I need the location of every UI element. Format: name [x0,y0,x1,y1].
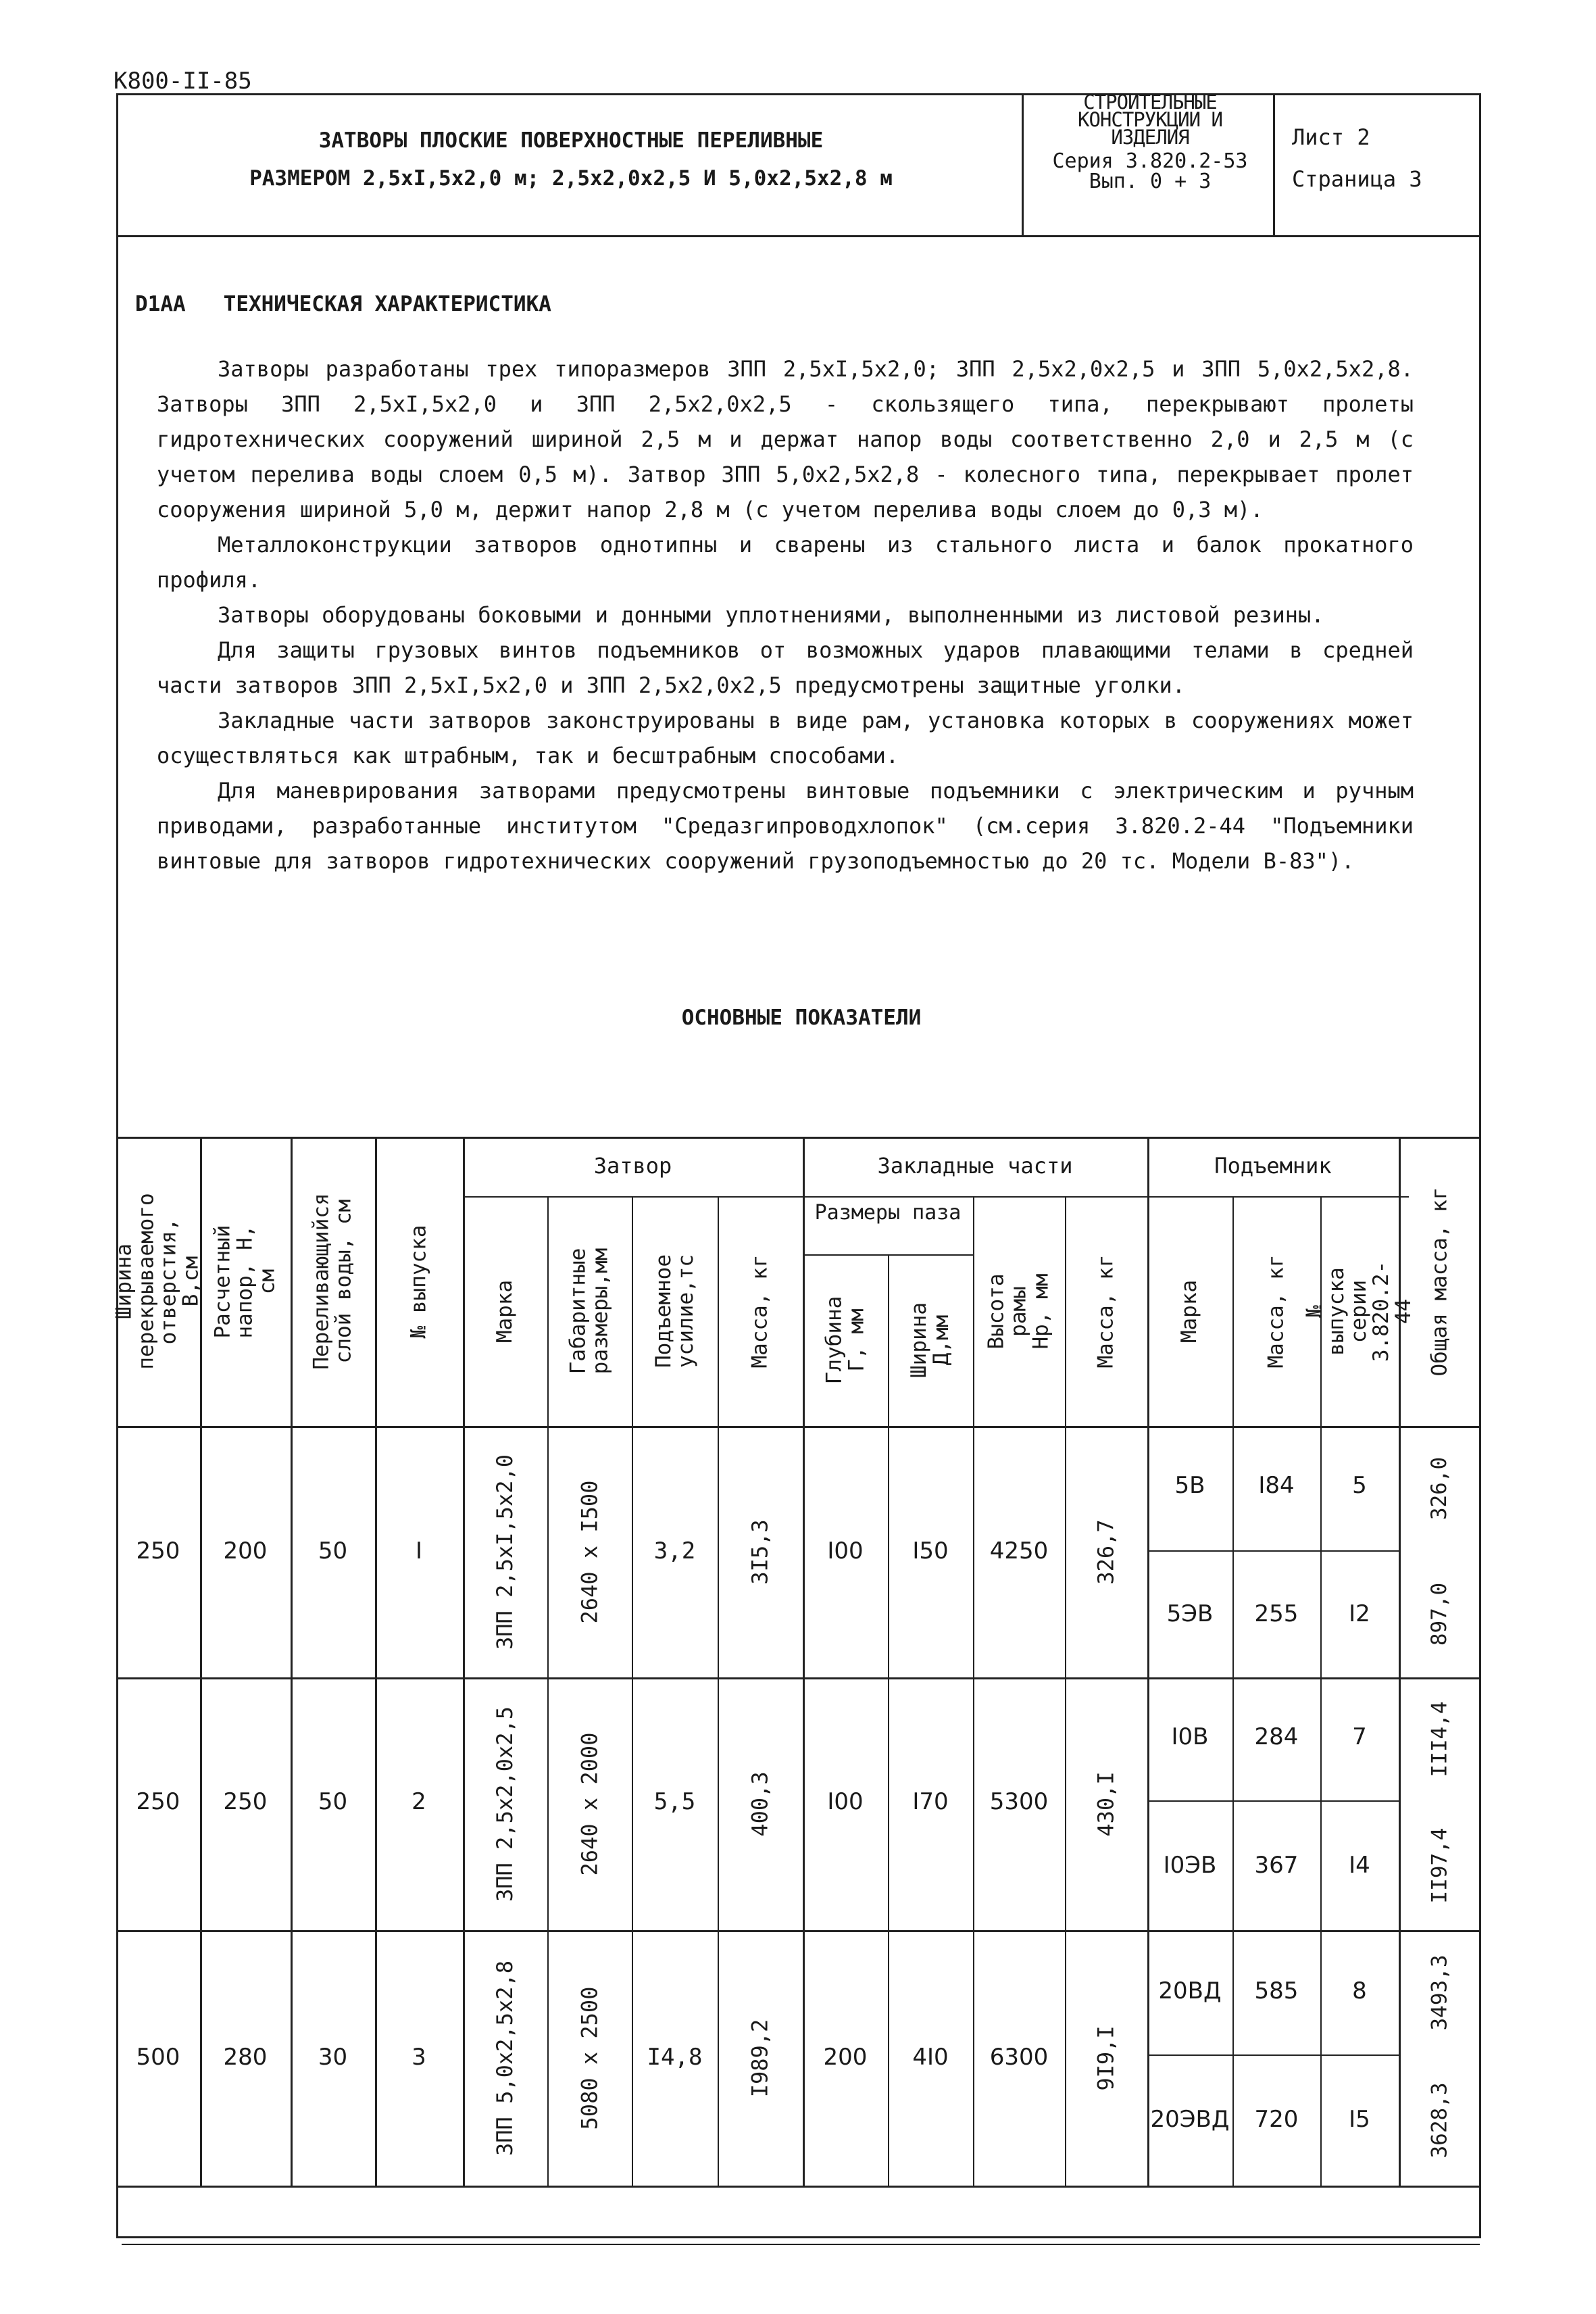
header-gate-group: Затвор [593,1153,672,1179]
row-1-overflow: 50 [318,1537,348,1565]
row-3a-hoist-mass: 585 [1254,1977,1299,2004]
row-1a-hoist-mass: I84 [1258,1472,1295,1499]
row-2-gate-dims: 2640 х 2000 [576,1732,603,1875]
row-2-slot-width: I70 [912,1788,949,1815]
paragraph-5: Закладные части затворов законструированы в виде рам, установка которых в сооружениях может осуществляться как штрабным, так и бесштрабным способами. [157,708,1414,768]
row-3b-hoist-mark: 20ЭВД [1150,2106,1230,2133]
row-2-head: 250 [223,1788,268,1815]
header-gate-mark: Марка [492,1279,517,1343]
row-1a-hoist-mark: 5В [1174,1472,1205,1499]
row-3b-total: 3628,3 [1427,2082,1452,2158]
header-embed-group: Закладные части [877,1153,1073,1179]
page-frame-bottom-line [122,2244,1480,2245]
series-number: Серия 3.820.2-53 [1052,149,1248,173]
header-gate-force: Подъемное усилие,тс [651,1254,698,1368]
sheet-box [1292,116,1422,200]
row-2a-total: III4,4 [1427,1701,1452,1777]
header-width: Ширина перекрываемого отверстия, В,см [112,1193,203,1370]
table-bottom-border [116,2186,1481,2188]
row-2-gate-mark: ЗПП 2,5х2,0х2,5 [492,1706,518,1902]
row-3b-hoist-mass: 720 [1254,2106,1299,2133]
row-3-head: 280 [223,2044,268,2071]
header-slot-depth: Глубина Г, мм [822,1296,868,1385]
document-title-line-1: ЗАТВОРЫ ПЛОСКИЕ ПОВЕРХНОСТНЫЕ ПЕРЕЛИВНЫЕ [318,128,824,153]
header-frame-height: Высота рамы Нр, мм [984,1273,1053,1349]
row-2-frame-height: 5300 [989,1788,1049,1815]
header-embed-mass: Масса, кг [1093,1254,1118,1368]
row-2-width: 250 [136,1788,180,1815]
page-number: Страница 3 [1292,166,1422,192]
series-category-line-2: КОНСТРУКЦИИ И [1078,108,1222,131]
row-1-slot-width: I50 [912,1537,949,1565]
header-hoist-mass: Масса, кг [1264,1254,1289,1368]
paragraph-6: Для маневрирования затворами предусмотрены винтовые подъемники с электрическим и ручным приводами, разработанные институтом "Средазгипроводхлопок" (см.серия 3.820.2-44 "Подъемники винтовые для затворов гидротехнических сооружений грузоподъемностью до 20 тс. Модели В-83"). [157,778,1414,874]
sheet-number: Лист 2 [1292,124,1370,150]
title-block-divider-1 [1022,93,1024,235]
table-row-2-split [1147,1800,1399,1802]
table-row-1-split [1147,1550,1399,1552]
section-title: ТЕХНИЧЕСКАЯ ХАРАКТЕРИСТИКА [223,292,551,316]
row-1-issue: I [415,1537,423,1565]
title-block-bottom-border [116,235,1481,237]
header-gate-dims: Габаритные размеры,мм [566,1248,613,1375]
section-code: D1AA [135,292,186,316]
row-1a-hoist-issue: 5 [1352,1472,1367,1499]
header-overflow: Переливающийся слой воды, см [309,1193,356,1370]
paragraph-3: Затворы оборудованы боковыми и донными уплотнениями, выполненными из листовой резины. [218,602,1324,628]
row-3-depth: 200 [823,2044,868,2071]
row-2b-hoist-issue: I4 [1349,1852,1370,1879]
series-issue: Вып. 0 + 3 [1089,170,1212,193]
row-3a-hoist-issue: 8 [1352,1977,1367,2004]
document-title-line-2: РАЗМЕРОМ 2,5хI,5х2,0 м; 2,5х2,0х2,5 И 5,0х2,5х2,8 м [249,166,893,191]
row-2b-hoist-mark: I0ЭВ [1163,1852,1217,1879]
row-1-frame-height: 4250 [989,1537,1049,1565]
row-1-gate-mark: ЗПП 2,5хI,5х2,0 [492,1454,518,1650]
row-3-embed-mass: 9I9,I [1093,2025,1119,2091]
document-title [122,122,1020,197]
row-1-width: 250 [136,1537,180,1565]
row-3-gate-mark: ЗПП 5,0х2,5х2,8 [492,1960,518,2156]
table-row-3-split [1147,2054,1399,2056]
row-1-gate-dims: 2640 х I500 [576,1480,603,1623]
header-total-mass: Общая масса, кг [1427,1187,1452,1376]
row-3a-total: 3493,3 [1427,1954,1452,2030]
header-slot-width: Ширина Д,мм [907,1302,953,1378]
row-1b-hoist-issue: I2 [1349,1600,1370,1627]
row-3-slot-width: 4I0 [912,2044,949,2071]
row-1-depth: I00 [827,1537,864,1565]
row-2a-hoist-mark: I0В [1171,1723,1209,1750]
row-1-gate-mass: 3I5,3 [747,1519,773,1585]
header-hoist-group: Подъемник [1214,1153,1332,1179]
row-2-gate-mass: 400,3 [747,1771,773,1837]
header-gate-mass: Масса, кг [747,1254,772,1368]
row-1-force: 3,2 [653,1537,696,1565]
row-1b-hoist-mass: 255 [1254,1600,1299,1627]
row-1a-total: 326,0 [1427,1456,1452,1520]
table-title: ОСНОВНЫЕ ПОКАЗАТЕЛИ [681,1006,922,1030]
row-3-force: I4,8 [647,2044,703,2071]
header-slot-group: Размеры паза [814,1201,962,1225]
row-2-issue: 2 [412,1788,426,1815]
series-box [1028,93,1272,192]
header-head: Расчетный напор, Н, см [210,1225,280,1338]
series-category-line-3: ИЗДЕЛИЯ [1111,126,1189,149]
row-2a-hoist-mass: 284 [1254,1723,1299,1750]
row-3-issue: 3 [412,2044,426,2071]
row-2b-hoist-mass: 367 [1254,1852,1299,1879]
paragraph-1: Затворы разработаны трех типоразмеров ЗПП 2,5хI,5х2,0; ЗПП 2,5х2,0х2,5 и ЗПП 5,0х2,5х2,8. Затворы ЗПП 2,5хI,5х2,0 и ЗПП 2,5х2,0х2,5 - скользящего типа, перекрывают пролеты гидротехнических сооружений шириной 2,5 м и держат напор воды соответственно 2,0 и 2,5 м (с учетом перелива воды слоем 0,5 м). Затвор ЗПП 5,0х2,5х2,8 - колесного типа, перекрывает пролет сооружения шириной 5,0 м, держит напор 2,8 м (с учетом перелива воды слоем до 0,3 м). [157,356,1414,522]
row-2a-hoist-issue: 7 [1352,1723,1367,1750]
row-2-overflow: 50 [318,1788,348,1815]
title-block-divider-2 [1273,93,1275,235]
row-1b-total: 897,0 [1427,1582,1452,1646]
row-1-head: 200 [223,1537,268,1565]
row-3-overflow: 30 [318,2044,348,2071]
row-3-gate-dims: 5080 х 2500 [576,1986,603,2130]
section-heading [135,292,551,316]
header-hoist-mark: Марка [1177,1279,1202,1343]
row-2-depth: I00 [827,1788,864,1815]
paragraph-4: Для защиты грузовых винтов подъемников от возможных ударов плавающими телами в средней части затворов ЗПП 2,5хI,5х2,0 и ЗПП 2,5х2,0х2,5 предусмотрены защитные уголки. [157,637,1414,698]
row-1-embed-mass: 326,7 [1093,1519,1119,1585]
row-2b-total: II97,4 [1427,1827,1452,1903]
header-issue-no: № выпуска [406,1225,431,1338]
row-3-frame-height: 6300 [989,2044,1049,2071]
paragraph-2: Металлоконструкции затворов однотипны и сварены из стального листа и балок прокатного профиля. [157,532,1414,593]
body-text [157,351,1414,879]
header-hoist-issue: № выпуска серии 3.820.2-44 [1302,1260,1416,1362]
series-category-line-1: СТРОИТЕЛЬНЫЕ [1083,91,1217,114]
row-3a-hoist-mark: 20ВД [1158,1977,1222,2004]
document-code: К800-II-85 [114,68,252,95]
row-3b-hoist-issue: I5 [1349,2106,1370,2133]
row-2-embed-mass: 430,I [1093,1771,1119,1837]
row-3-gate-mass: I989,2 [747,2019,773,2097]
row-1b-hoist-mark: 5ЭВ [1166,1600,1214,1627]
row-3-width: 500 [136,2044,180,2071]
row-2-force: 5,5 [653,1788,696,1815]
